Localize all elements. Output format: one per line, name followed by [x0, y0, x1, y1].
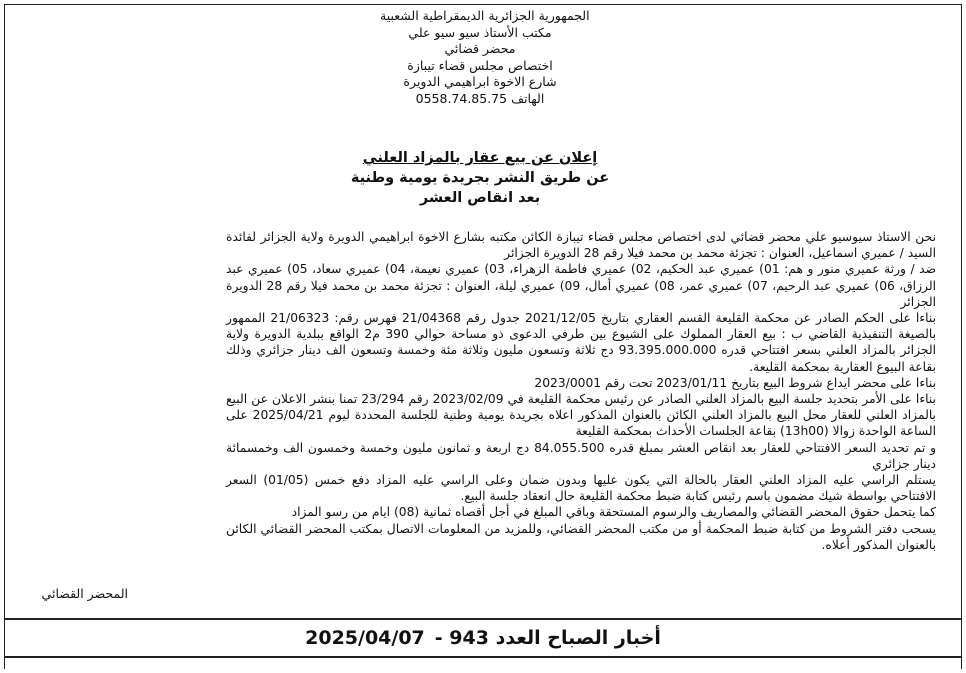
paragraph-defendants: ضد / ورثة عميري منور و هم: 01) عميري عبد الحكيم، 02) عميري فاطمة الزهراء، 03) عميري نعيمة، 04) عميري سعاد، 05) عميري عبد الرزاق، 06) عميري عبد الرحيم، 07) عميري عمر، 08) عميري أمال، 09) عميري ليلة، العنوان : تجزئة محمد بن محمد فيلا رقم 28 الدويرة الجزائر: [226, 262, 937, 309]
notice-subtitle-2: بعد انقاص العشر: [419, 190, 541, 206]
header-line-phone: الهاتف 0558.74.85.75: [415, 90, 545, 106]
paragraph-fees: كما يتحمل حقوق المحضر القضائي والمصاريف والرسوم المستحقة وباقي المبلغ في أجل أقصاه ثمانية (08) ايام من رسو المزاد: [291, 505, 936, 520]
notice-subtitle: عن طريق النشر بجريدة يومية وطنية: [350, 170, 610, 186]
header-line-office: مكتب الأستاذ سيو سيو علي: [408, 24, 552, 40]
paragraph-opening-price: و تم تحديد السعر الافتتاحي للعقار بعد انقاص العشر بمبلغ قدره 84.055.500 دج اربعة و ثمانون مليون وخمسة وخمسون الف وخمسمائة دينار جزائري: [226, 440, 937, 471]
notice-titles: [330, 148, 630, 208]
paragraph-contact: يسحب دفتر الشروط من كتابة ضبط المحكمة أو من مكتب المحضر القضائي، وللمزيد من المعلومات الاتصال بمكتب المحضر القضائي الكائن بالعنوان المذكور أعلاه.: [226, 521, 936, 552]
header-line-jurisdiction: اختصاص مجلس قضاء تيبازة: [407, 57, 553, 73]
paragraph-hearing-order: بناءا على الأمر بتحديد جلسة البيع بالمزاد العلني الصادر عن رئيس محكمة القليعة في 2023/02/09 رقم 23/294 تمنا بنشر الاعلان عن البيع بالمزاد العلني للعقار محل البيع بالمزاد العلني الكائن بالعنوان المذكور اعلاه بجريدة يومية وطنية للجلسة المحددة ليوم 2025/04/21 على الساعة الواحدة زوالا (13h00) بقاعة الجلسات الأحداث بمحكمة القليعة: [226, 392, 936, 439]
issue-date: 2025/04/07: [305, 627, 425, 649]
header-line-country: الجمهورية الجزائرية الديمقراطية الشعبية: [380, 8, 590, 23]
newspaper-issue: أخبار الصباح العدد 943 -: [434, 627, 661, 649]
paragraph-buyer-terms: يستلم الراسي عليه المزاد العلني العقار بالحالة التي يكون عليها وبدون ضمان وعلى الراسي عليه المزاد دفع خمس (01/05) السعر الافتتاحي بواسطة شيك مضمون باسم رئيس كتابة ضبط محكمة القليعة حال انعقاد جلسة البيع.: [226, 473, 936, 504]
notice-body: [226, 229, 936, 553]
paragraph-conditions-deposit: بناءا على محضر ايداع شروط البيع بتاريخ 2023/01/11 تحت رقم 2023/0001: [534, 375, 936, 390]
paragraph-judgment: بناءا على الحكم الصادر عن محكمة القليعة القسم العقاري بتاريخ 2021/12/05 جدول رقم 21/04368 فهرس رقم: 21/06323 الممهور بالصيغة التنفيذية القاضي ب : بيع العقار المملوك على الشيوع بين طرفي الدعوى ذو مساحة حوالي 390 م2 الواقع ببلدية الدويرة ولاية الجزائر بالمزاد العلني بسعر افتتاحي قدره 93.395.000.000 دج ثلاثة وتسعون مليون وثلاثة مئة وخمسة وتسعون الف دينار جزائري وذلك بقاعة البيوع العقارية بمحكمة القليعة.: [226, 311, 937, 374]
bailiff-signature: المحضر القضائي: [41, 586, 128, 601]
paragraph-bailiff: نحن الاستاذ سيوسيو علي محضر قضائي لدى اختصاص مجلس قضاء تيبازة الكائن مكتبه بشارع الاخوة ابراهيمي الدويرة ولاية الجزائر لفائدة السيد / عميري اسماعيل، العنوان : تجزئة محمد بن محمد فيلا رقم 28 الدويرة الجزائر: [226, 230, 936, 261]
office-header: [380, 8, 590, 107]
header-line-address: شارع الاخوة ابراهيمي الدويرة: [403, 74, 557, 89]
notice-title: إعلان عن بيع عقار بالمزاد العلني: [362, 150, 598, 166]
newspaper-footer: [4, 618, 962, 658]
header-line-role: محضر قضائي: [444, 41, 516, 56]
